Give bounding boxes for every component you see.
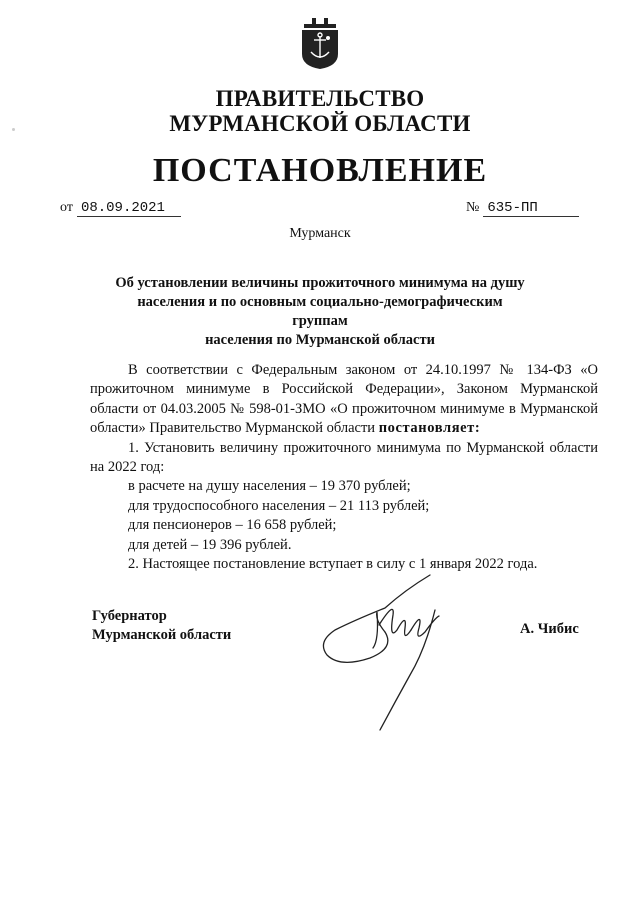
- city-name: Мурманск: [289, 226, 351, 241]
- signatory-title-line2: Мурманской области: [92, 627, 232, 643]
- number-value: 635-ПП: [483, 200, 579, 217]
- item-2: 2. Настоящее постановление вступает в силу с 1 января 2022 года.: [128, 556, 538, 573]
- date-field: [60, 200, 181, 217]
- number-prefix: №: [466, 200, 480, 215]
- item-1: 1. Установить величину прожиточного минимума по Мурманской области на 2022 год:: [90, 439, 598, 476]
- document-subject: [110, 274, 530, 350]
- subject-line: Об установлении величины прожиточного минимума на душу: [115, 275, 525, 291]
- document-type-title: ПОСТАНОВЛЕНИЕ: [152, 152, 488, 189]
- date-prefix: от: [60, 200, 73, 215]
- date-value: 08.09.2021: [77, 200, 181, 217]
- org-name-line2: МУРМАНСКОЙ ОБЛАСТИ: [169, 111, 471, 136]
- org-name-line1: ПРАВИТЕЛЬСТВО: [215, 86, 425, 111]
- subject-line: населения и по основным социально-демографическим группам: [137, 294, 503, 329]
- number-field: [466, 200, 579, 217]
- working-age-line: для трудоспособного населения – 21 113 рублей;: [128, 497, 430, 514]
- decree-word: постановляет:: [378, 420, 481, 437]
- preamble-paragraph: [90, 361, 598, 439]
- handwritten-signature: [315, 570, 465, 735]
- signatory-title: [92, 607, 231, 645]
- children-line: для детей – 19 396 рублей.: [128, 536, 292, 553]
- signatory-title-line1: Губернатор: [92, 608, 167, 624]
- signatory-name: А. Чибис: [520, 621, 579, 637]
- per-capita-line: в расчете на душу населения – 19 370 рублей;: [128, 478, 411, 495]
- pensioners-line: для пенсионеров – 16 658 рублей;: [128, 517, 337, 534]
- document-body: [90, 361, 598, 574]
- preamble-text: В соответствии с Федеральным законом от 24.10.1997 № 134-ФЗ «О прожиточном минимуме в Российской Федерации», Законом Мурманской области от 04.03.2005 № 598-01-ЗМО «О прожиточном минимуме в Мурманской области» Правительство Мурманской области: [90, 362, 598, 437]
- subject-line: населения по Мурманской области: [205, 332, 435, 348]
- coat-of-arms-icon: [298, 14, 342, 70]
